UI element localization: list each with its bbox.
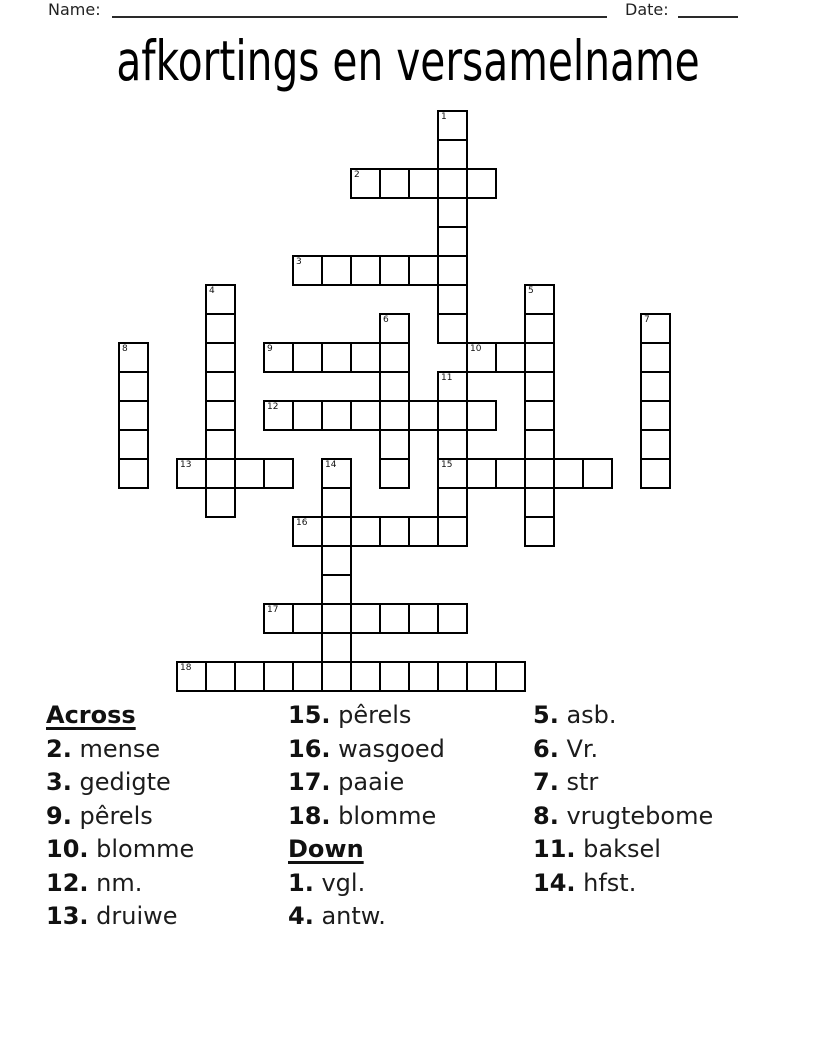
grid-cell-r6-c3[interactable]	[205, 284, 236, 315]
cell-number-15: 15	[441, 460, 453, 470]
cell-number-3: 3	[296, 257, 302, 267]
clue-15-across: 15. pêrels	[288, 701, 412, 729]
down-heading: Down	[288, 835, 364, 863]
grid-cell-r19-c10[interactable]	[408, 661, 439, 692]
grid-cell-r8-c12[interactable]	[466, 342, 497, 373]
grid-cell-r9-c11[interactable]	[437, 371, 468, 402]
grid-cell-r17-c7[interactable]	[321, 603, 352, 634]
grid-cell-r8-c7[interactable]	[321, 342, 352, 373]
clue-8-down: 8. vrugtebome	[533, 801, 714, 830]
grid-cell-r10-c12[interactable]	[466, 400, 497, 431]
clue-16-across: 16. wasgoed	[288, 734, 445, 763]
grid-cell-r2-c8[interactable]	[350, 168, 381, 199]
grid-cell-r17-c9[interactable]	[379, 603, 410, 634]
grid-cell-r12-c14[interactable]	[524, 458, 555, 489]
grid-cell-r17-c5[interactable]	[263, 603, 294, 634]
clue-11-down: 11. baksel	[533, 835, 661, 863]
grid-cell-r10-c5[interactable]	[263, 400, 294, 431]
clue-column-1	[46, 699, 194, 934]
grid-cell-r19-c7[interactable]	[321, 661, 352, 692]
grid-cell-r12-c16[interactable]	[582, 458, 613, 489]
grid-cell-r8-c14[interactable]	[524, 342, 555, 373]
grid-cell-r12-c13[interactable]	[495, 458, 526, 489]
name-label: Name:	[48, 0, 101, 19]
grid-cell-r9-c9[interactable]	[379, 371, 410, 402]
grid-cell-r19-c2[interactable]	[176, 661, 207, 692]
grid-cell-r10-c7[interactable]	[321, 400, 352, 431]
grid-cell-r12-c9[interactable]	[379, 458, 410, 489]
grid-cell-r13-c3[interactable]	[205, 487, 236, 518]
grid-cell-r8-c9[interactable]	[379, 342, 410, 373]
date-field-line	[678, 16, 738, 18]
grid-cell-r12-c4[interactable]	[234, 458, 265, 489]
grid-cell-r19-c5[interactable]	[263, 661, 294, 692]
across-heading: Across	[46, 701, 136, 729]
clue-6-down: 6. Vr.	[533, 734, 599, 763]
grid-cell-r10-c8[interactable]	[350, 400, 381, 431]
grid-cell-r13-c11[interactable]	[437, 487, 468, 518]
grid-cell-r6-c14[interactable]	[524, 284, 555, 315]
grid-cell-r12-c5[interactable]	[263, 458, 294, 489]
grid-cell-r19-c8[interactable]	[350, 661, 381, 692]
grid-cell-r10-c0[interactable]	[118, 400, 149, 431]
grid-cell-r7-c18[interactable]	[640, 313, 671, 344]
grid-cell-r12-c11[interactable]	[437, 458, 468, 489]
grid-cell-r12-c18[interactable]	[640, 458, 671, 489]
grid-cell-r19-c11[interactable]	[437, 661, 468, 692]
name-field-line	[112, 16, 607, 18]
date-label: Date:	[625, 0, 669, 19]
cell-number-1: 1	[441, 112, 447, 122]
grid-cell-r8-c0[interactable]	[118, 342, 149, 373]
grid-cell-r7-c11[interactable]	[437, 313, 468, 344]
grid-cell-r10-c11[interactable]	[437, 400, 468, 431]
grid-cell-r10-c14[interactable]	[524, 400, 555, 431]
grid-cell-r5-c9[interactable]	[379, 255, 410, 286]
grid-cell-r11-c11[interactable]	[437, 429, 468, 460]
grid-cell-r14-c10[interactable]	[408, 516, 439, 547]
clue-10-across: 10. blomme	[46, 835, 195, 863]
clue-3-across: 3. gedigte	[46, 768, 171, 796]
grid-cell-r12-c12[interactable]	[466, 458, 497, 489]
grid-cell-r5-c8[interactable]	[350, 255, 381, 286]
grid-cell-r14-c7[interactable]	[321, 516, 352, 547]
clue-4-down: 4. antw.	[288, 902, 386, 930]
clue-5-down: 5. asb.	[533, 701, 617, 729]
grid-cell-r19-c9[interactable]	[379, 661, 410, 692]
grid-cell-r17-c6[interactable]	[292, 603, 323, 634]
grid-cell-r10-c9[interactable]	[379, 400, 410, 431]
clue-9-across: 9. pêrels	[46, 801, 153, 830]
clue-18-across: 18. blomme	[288, 801, 437, 830]
grid-cell-r14-c6[interactable]	[292, 516, 323, 547]
grid-cell-r4-c11[interactable]	[437, 226, 468, 257]
cell-number-6: 6	[383, 315, 389, 325]
grid-cell-r8-c8[interactable]	[350, 342, 381, 373]
grid-cell-r10-c18[interactable]	[640, 400, 671, 431]
grid-cell-r14-c8[interactable]	[350, 516, 381, 547]
grid-cell-r5-c7[interactable]	[321, 255, 352, 286]
grid-cell-r2-c12[interactable]	[466, 168, 497, 199]
grid-cell-r7-c14[interactable]	[524, 313, 555, 344]
grid-cell-r10-c6[interactable]	[292, 400, 323, 431]
cell-number-7: 7	[644, 315, 650, 325]
grid-cell-r14-c14[interactable]	[524, 516, 555, 547]
grid-cell-r12-c3[interactable]	[205, 458, 236, 489]
grid-cell-r13-c7[interactable]	[321, 487, 352, 518]
grid-cell-r7-c9[interactable]	[379, 313, 410, 344]
grid-cell-r17-c10[interactable]	[408, 603, 439, 634]
grid-cell-r8-c3[interactable]	[205, 342, 236, 373]
grid-cell-r10-c3[interactable]	[205, 400, 236, 431]
grid-cell-r11-c14[interactable]	[524, 429, 555, 460]
grid-cell-r12-c7[interactable]	[321, 458, 352, 489]
grid-cell-r0-c11[interactable]	[437, 110, 468, 141]
grid-cell-r19-c3[interactable]	[205, 661, 236, 692]
cell-number-17: 17	[267, 605, 279, 615]
grid-cell-r19-c4[interactable]	[234, 661, 265, 692]
grid-cell-r11-c3[interactable]	[205, 429, 236, 460]
grid-cell-r9-c0[interactable]	[118, 371, 149, 402]
grid-cell-r5-c11[interactable]	[437, 255, 468, 286]
grid-cell-r5-c6[interactable]	[292, 255, 323, 286]
grid-cell-r10-c10[interactable]	[408, 400, 439, 431]
clue-column-2	[288, 699, 445, 934]
grid-cell-r16-c7[interactable]	[321, 574, 352, 605]
page-title: afkortings en versamelname	[116, 29, 700, 93]
grid-cell-r12-c0[interactable]	[118, 458, 149, 489]
grid-cell-r9-c14[interactable]	[524, 371, 555, 402]
grid-cell-r3-c11[interactable]	[437, 197, 468, 228]
grid-cell-r2-c10[interactable]	[408, 168, 439, 199]
grid-cell-r17-c11[interactable]	[437, 603, 468, 634]
clue-7-down: 7. str	[533, 768, 599, 796]
cell-number-5: 5	[528, 286, 534, 296]
grid-cell-r14-c11[interactable]	[437, 516, 468, 547]
cell-number-2: 2	[354, 170, 360, 180]
grid-cell-r2-c9[interactable]	[379, 168, 410, 199]
grid-cell-r9-c3[interactable]	[205, 371, 236, 402]
clue-1-down: 1. vgl.	[288, 868, 366, 897]
clue-13-across: 13. druiwe	[46, 902, 178, 930]
grid-cell-r19-c6[interactable]	[292, 661, 323, 692]
grid-cell-r18-c7[interactable]	[321, 632, 352, 663]
grid-cell-r14-c9[interactable]	[379, 516, 410, 547]
grid-cell-r12-c2[interactable]	[176, 458, 207, 489]
grid-cell-r8-c6[interactable]	[292, 342, 323, 373]
grid-cell-r1-c11[interactable]	[437, 139, 468, 170]
clue-17-across: 17. paaie	[288, 768, 405, 796]
cell-number-9: 9	[267, 344, 273, 354]
grid-cell-r8-c13[interactable]	[495, 342, 526, 373]
cell-number-4: 4	[209, 286, 215, 296]
grid-cell-r5-c10[interactable]	[408, 255, 439, 286]
cell-number-14: 14	[325, 460, 337, 470]
grid-cell-r6-c11[interactable]	[437, 284, 468, 315]
cell-number-12: 12	[267, 402, 279, 412]
grid-cell-r8-c18[interactable]	[640, 342, 671, 373]
clue-12-across: 12. nm.	[46, 868, 143, 897]
cell-number-10: 10	[470, 344, 482, 354]
grid-cell-r13-c14[interactable]	[524, 487, 555, 518]
cell-number-18: 18	[180, 663, 192, 673]
grid-cell-r8-c5[interactable]	[263, 342, 294, 373]
grid-cell-r15-c7[interactable]	[321, 545, 352, 576]
clue-column-3	[533, 699, 713, 900]
grid-cell-r17-c8[interactable]	[350, 603, 381, 634]
clue-14-down: 14. hfst.	[533, 868, 637, 897]
grid-cell-r19-c13[interactable]	[495, 661, 526, 692]
grid-cell-r11-c18[interactable]	[640, 429, 671, 460]
crossword-grid	[118, 110, 671, 692]
grid-cell-r2-c11[interactable]	[437, 168, 468, 199]
cell-number-8: 8	[122, 344, 128, 354]
cell-number-13: 13	[180, 460, 192, 470]
cell-number-11: 11	[441, 373, 453, 383]
grid-cell-r9-c18[interactable]	[640, 371, 671, 402]
clue-2-across: 2. mense	[46, 734, 161, 763]
grid-cell-r11-c0[interactable]	[118, 429, 149, 460]
grid-cell-r7-c3[interactable]	[205, 313, 236, 344]
grid-cell-r12-c15[interactable]	[553, 458, 584, 489]
grid-cell-r11-c9[interactable]	[379, 429, 410, 460]
cell-number-16: 16	[296, 518, 308, 528]
grid-cell-r19-c12[interactable]	[466, 661, 497, 692]
